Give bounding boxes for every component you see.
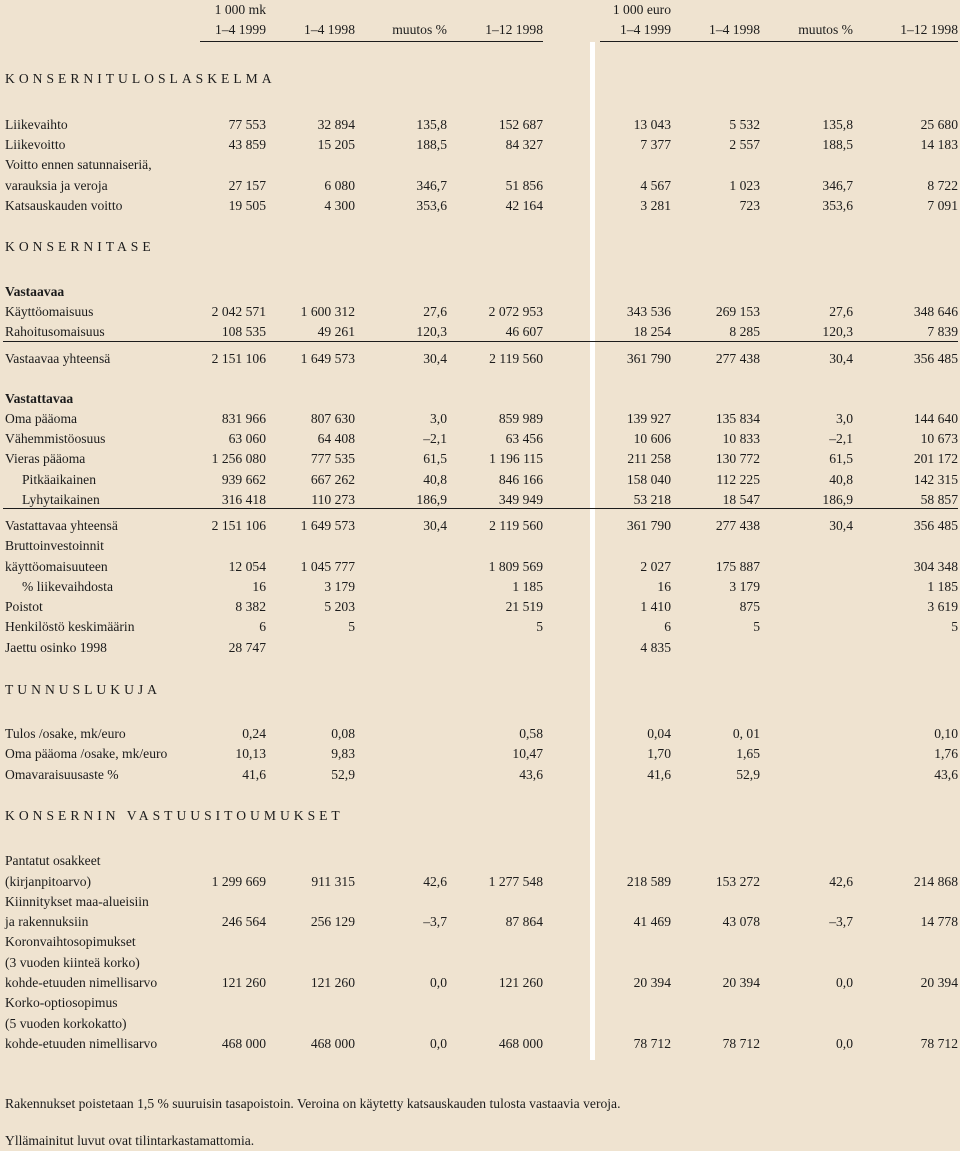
table-cell: 2 151 106 bbox=[211, 518, 266, 533]
table-cell: 2 027 bbox=[640, 559, 671, 574]
table-row bbox=[0, 155, 960, 175]
table-cell: 939 662 bbox=[221, 472, 266, 487]
table-cell: 110 273 bbox=[311, 492, 355, 507]
header-rule-euro bbox=[600, 41, 958, 42]
table-cell: 246 564 bbox=[221, 914, 266, 929]
row-label: Tulos /osake, mk/euro bbox=[5, 726, 126, 741]
table-cell: 3 619 bbox=[927, 599, 958, 614]
table-cell: 18 254 bbox=[633, 324, 671, 339]
table-row bbox=[0, 322, 960, 342]
table-cell: 0,08 bbox=[331, 726, 355, 741]
table-row bbox=[0, 617, 960, 637]
row-label: Pitkäaikainen bbox=[22, 472, 96, 487]
row-label: varauksia ja veroja bbox=[5, 178, 108, 193]
table-cell: 859 989 bbox=[498, 411, 543, 426]
table-cell: 2 119 560 bbox=[489, 351, 543, 366]
col-header: 1–4 1999 bbox=[620, 22, 671, 37]
table-cell: 0,0 bbox=[836, 1036, 853, 1051]
table-cell: 5 bbox=[753, 619, 760, 634]
table-cell: 175 887 bbox=[715, 559, 760, 574]
table-cell: 7 377 bbox=[640, 137, 671, 152]
table-cell: 121 260 bbox=[310, 975, 355, 990]
table-row bbox=[0, 953, 960, 973]
table-cell: 6 080 bbox=[324, 178, 355, 193]
table-cell: 27,6 bbox=[829, 304, 853, 319]
table-row bbox=[0, 892, 960, 912]
table-cell: 152 687 bbox=[498, 117, 543, 132]
table-cell: 201 172 bbox=[913, 451, 958, 466]
table-cell: 130 772 bbox=[715, 451, 760, 466]
table-row bbox=[0, 302, 960, 322]
table-row bbox=[0, 536, 960, 556]
table-cell: 4 567 bbox=[640, 178, 671, 193]
row-label: Liikevoitto bbox=[5, 137, 66, 152]
table-row bbox=[0, 638, 960, 658]
table-cell: 10 833 bbox=[722, 431, 760, 446]
table-cell: –2,1 bbox=[829, 431, 853, 446]
table-cell: 135,8 bbox=[822, 117, 853, 132]
table-cell: 144 640 bbox=[913, 411, 958, 426]
table-cell: 18 547 bbox=[722, 492, 760, 507]
table-cell: 41 469 bbox=[633, 914, 671, 929]
table-cell: 52,9 bbox=[736, 767, 760, 782]
table-row bbox=[0, 135, 960, 155]
table-cell: 58 857 bbox=[920, 492, 958, 507]
table-row bbox=[0, 349, 960, 369]
table-row bbox=[0, 973, 960, 993]
table-cell: 1,70 bbox=[647, 746, 671, 761]
table-cell: 51 856 bbox=[505, 178, 543, 193]
table-cell: 112 225 bbox=[716, 472, 760, 487]
row-label: Vastattavaa yhteensä bbox=[5, 518, 118, 533]
table-row bbox=[0, 176, 960, 196]
table-cell: 84 327 bbox=[505, 137, 543, 152]
table-cell: 346,7 bbox=[822, 178, 853, 193]
table-cell: 53 218 bbox=[633, 492, 671, 507]
table-cell: 120,3 bbox=[822, 324, 853, 339]
table-cell: 807 630 bbox=[310, 411, 355, 426]
table-cell: 211 258 bbox=[627, 451, 671, 466]
table-cell: 19 505 bbox=[228, 198, 266, 213]
table-cell: 41,6 bbox=[242, 767, 266, 782]
row-label: Bruttoinvestoinnit bbox=[5, 538, 104, 553]
table-cell: 16 bbox=[657, 579, 671, 594]
table-cell: 120,3 bbox=[416, 324, 447, 339]
table-cell: 43,6 bbox=[519, 767, 543, 782]
table-cell: 42,6 bbox=[423, 874, 447, 889]
table-cell: 0,04 bbox=[647, 726, 671, 741]
table-cell: 0,0 bbox=[430, 1036, 447, 1051]
table-row bbox=[0, 516, 960, 536]
table-cell: 2 557 bbox=[729, 137, 760, 152]
table-cell: 9,83 bbox=[331, 746, 355, 761]
table-cell: 468 000 bbox=[498, 1036, 543, 1051]
col-header: 1–4 1999 bbox=[215, 22, 266, 37]
row-label: Kiinnitykset maa-alueisiin bbox=[5, 894, 149, 909]
table-cell: 8 382 bbox=[235, 599, 266, 614]
table-cell: 43,6 bbox=[934, 767, 958, 782]
table-cell: 78 712 bbox=[722, 1036, 760, 1051]
row-label: (3 vuoden kiinteä korko) bbox=[5, 955, 140, 970]
table-cell: 0,58 bbox=[519, 726, 543, 741]
table-cell: 77 553 bbox=[228, 117, 266, 132]
table-cell: 5 bbox=[536, 619, 543, 634]
section-title-balance-sheet: KONSERNITASE bbox=[5, 239, 155, 254]
euro-unit-label: 1 000 euro bbox=[612, 2, 671, 17]
table-row bbox=[0, 409, 960, 429]
table-cell: 20 394 bbox=[722, 975, 760, 990]
table-cell: 911 315 bbox=[311, 874, 355, 889]
table-cell: 7 839 bbox=[927, 324, 958, 339]
table-row bbox=[0, 196, 960, 216]
table-cell: 139 927 bbox=[626, 411, 671, 426]
row-label: (5 vuoden korkokatto) bbox=[5, 1016, 127, 1031]
table-row bbox=[0, 557, 960, 577]
col-header: 1–4 1998 bbox=[709, 22, 760, 37]
table-row bbox=[0, 470, 960, 490]
table-cell: 64 408 bbox=[317, 431, 355, 446]
table-cell: 2 042 571 bbox=[211, 304, 266, 319]
table-cell: 1 600 312 bbox=[300, 304, 355, 319]
table-row bbox=[0, 724, 960, 744]
section-title-income-statement: KONSERNITULOSLASKELMA bbox=[5, 71, 276, 86]
table-cell: 269 153 bbox=[715, 304, 760, 319]
table-cell: 135,8 bbox=[416, 117, 447, 132]
row-label: ja rakennuksiin bbox=[5, 914, 89, 929]
table-cell: 61,5 bbox=[829, 451, 853, 466]
row-label: Voitto ennen satunnaiseriä, bbox=[5, 157, 152, 172]
table-cell: 40,8 bbox=[423, 472, 447, 487]
table-cell: 8 285 bbox=[729, 324, 760, 339]
table-cell: 3,0 bbox=[836, 411, 853, 426]
table-cell: 361 790 bbox=[626, 518, 671, 533]
table-cell: 2 119 560 bbox=[489, 518, 543, 533]
table-cell: 218 589 bbox=[626, 874, 671, 889]
table-cell: 361 790 bbox=[626, 351, 671, 366]
row-label: Jaettu osinko 1998 bbox=[5, 640, 107, 655]
table-cell: 108 535 bbox=[221, 324, 266, 339]
table-cell: 13 043 bbox=[633, 117, 671, 132]
row-label: Koronvaihtosopimukset bbox=[5, 934, 136, 949]
table-row bbox=[0, 932, 960, 952]
table-cell: 277 438 bbox=[715, 351, 760, 366]
row-label: Lyhytaikainen bbox=[22, 492, 100, 507]
table-cell: 186,9 bbox=[416, 492, 447, 507]
table-row bbox=[0, 597, 960, 617]
row-label: kohde-etuuden nimellisarvo bbox=[5, 975, 158, 990]
table-cell: 316 418 bbox=[221, 492, 266, 507]
table-cell: 353,6 bbox=[822, 198, 853, 213]
table-row bbox=[0, 449, 960, 469]
table-cell: 20 394 bbox=[920, 975, 958, 990]
column-header-row bbox=[0, 20, 960, 40]
table-cell: 846 166 bbox=[498, 472, 543, 487]
table-cell: 14 183 bbox=[920, 137, 958, 152]
table-cell: 1 649 573 bbox=[300, 518, 355, 533]
table-cell: 6 bbox=[664, 619, 671, 634]
row-label: Pantatut osakkeet bbox=[5, 853, 101, 868]
col-header: 1–12 1998 bbox=[485, 22, 543, 37]
table-cell: 27 157 bbox=[228, 178, 266, 193]
table-cell: 46 607 bbox=[505, 324, 543, 339]
table-cell: 723 bbox=[739, 198, 760, 213]
footnote-depreciation: Rakennukset poistetaan 1,5 % suuruisin tasapoistoin. Veroina on käytetty katsauskauden tulosta vastaavia veroja. bbox=[5, 1096, 621, 1111]
table-cell: 153 272 bbox=[715, 874, 760, 889]
table-row bbox=[0, 115, 960, 135]
table-cell: 831 966 bbox=[221, 411, 266, 426]
table-row bbox=[0, 577, 960, 597]
table-cell: 0,0 bbox=[836, 975, 853, 990]
table-row bbox=[0, 282, 960, 302]
col-header: muutos % bbox=[392, 22, 447, 37]
table-cell: 27,6 bbox=[423, 304, 447, 319]
row-label: kohde-etuuden nimellisarvo bbox=[5, 1036, 158, 1051]
table-row bbox=[0, 1014, 960, 1034]
table-cell: –3,7 bbox=[829, 914, 853, 929]
table-row bbox=[0, 744, 960, 764]
table-row bbox=[0, 490, 960, 510]
table-cell: 121 260 bbox=[221, 975, 266, 990]
row-label: Henkilöstö keskimäärin bbox=[5, 619, 135, 634]
table-cell: 1,76 bbox=[934, 746, 958, 761]
table-cell: 4 835 bbox=[640, 640, 671, 655]
section-title-commitments: KONSERNIN VASTUUSITOUMUKSET bbox=[5, 808, 344, 823]
section-title-key-figures: TUNNUSLUKUJA bbox=[5, 682, 161, 697]
table-cell: 4 300 bbox=[324, 198, 355, 213]
table-cell: 3 179 bbox=[729, 579, 760, 594]
table-cell: 353,6 bbox=[416, 198, 447, 213]
table-cell: 0, 01 bbox=[732, 726, 760, 741]
unit-header-row bbox=[0, 0, 960, 20]
subtotal-rule-assets bbox=[3, 341, 958, 342]
table-cell: 49 261 bbox=[317, 324, 355, 339]
table-cell: 30,4 bbox=[829, 351, 853, 366]
table-cell: 1 185 bbox=[512, 579, 543, 594]
table-cell: 3,0 bbox=[430, 411, 447, 426]
row-label: Vieras pääoma bbox=[5, 451, 86, 466]
table-row bbox=[0, 993, 960, 1013]
table-cell: 875 bbox=[739, 599, 760, 614]
table-row bbox=[0, 429, 960, 449]
table-cell: 14 778 bbox=[920, 914, 958, 929]
table-cell: 0,24 bbox=[242, 726, 266, 741]
table-cell: 32 894 bbox=[317, 117, 355, 132]
table-cell: 5 bbox=[951, 619, 958, 634]
table-cell: 3 179 bbox=[324, 579, 355, 594]
table-cell: 468 000 bbox=[310, 1036, 355, 1051]
table-cell: 468 000 bbox=[221, 1036, 266, 1051]
table-cell: 5 532 bbox=[729, 117, 760, 132]
table-cell: 6 bbox=[259, 619, 266, 634]
mk-unit-label: 1 000 mk bbox=[214, 2, 266, 17]
table-cell: 25 680 bbox=[920, 117, 958, 132]
table-cell: 52,9 bbox=[331, 767, 355, 782]
table-cell: 21 519 bbox=[505, 599, 543, 614]
group-heading: Vastaavaa bbox=[5, 284, 65, 299]
table-cell: 188,5 bbox=[416, 137, 447, 152]
table-cell: 61,5 bbox=[423, 451, 447, 466]
table-cell: 142 315 bbox=[913, 472, 958, 487]
table-cell: 1 410 bbox=[640, 599, 671, 614]
col-header: muutos % bbox=[798, 22, 853, 37]
row-label: käyttöomaisuuteen bbox=[5, 559, 108, 574]
table-row bbox=[0, 851, 960, 871]
table-cell: 28 747 bbox=[228, 640, 266, 655]
row-label: Oma pääoma bbox=[5, 411, 78, 426]
table-cell: 10 673 bbox=[920, 431, 958, 446]
table-row bbox=[0, 872, 960, 892]
table-cell: 5 bbox=[348, 619, 355, 634]
table-cell: 16 bbox=[252, 579, 266, 594]
table-cell: 7 091 bbox=[927, 198, 958, 213]
table-cell: 30,4 bbox=[829, 518, 853, 533]
table-cell: 1 256 080 bbox=[211, 451, 266, 466]
table-cell: 3 281 bbox=[640, 198, 671, 213]
row-label: Käyttöomaisuus bbox=[5, 304, 94, 319]
table-cell: 41,6 bbox=[647, 767, 671, 782]
table-cell: 10,47 bbox=[512, 746, 543, 761]
table-cell: 667 262 bbox=[310, 472, 355, 487]
table-cell: 348 646 bbox=[913, 304, 958, 319]
table-cell: 343 536 bbox=[626, 304, 671, 319]
table-cell: 43 859 bbox=[228, 137, 266, 152]
table-cell: 2 151 106 bbox=[211, 351, 266, 366]
table-cell: 40,8 bbox=[829, 472, 853, 487]
table-cell: 1 299 669 bbox=[211, 874, 266, 889]
table-cell: 186,9 bbox=[822, 492, 853, 507]
table-cell: 346,7 bbox=[416, 178, 447, 193]
table-cell: 20 394 bbox=[633, 975, 671, 990]
table-cell: 10,13 bbox=[235, 746, 266, 761]
table-cell: 8 722 bbox=[927, 178, 958, 193]
table-cell: 78 712 bbox=[920, 1036, 958, 1051]
table-row bbox=[0, 389, 960, 409]
table-cell: 63 060 bbox=[228, 431, 266, 446]
row-label: Vähemmistöosuus bbox=[5, 431, 106, 446]
row-label: (kirjanpitoarvo) bbox=[5, 874, 92, 889]
row-label: Omavaraisuusaste % bbox=[5, 767, 119, 782]
table-cell: 43 078 bbox=[722, 914, 760, 929]
table-cell: 121 260 bbox=[498, 975, 543, 990]
table-cell: 5 203 bbox=[324, 599, 355, 614]
table-cell: 42,6 bbox=[829, 874, 853, 889]
row-label: Liikevaihto bbox=[5, 117, 68, 132]
row-label: Korko-optiosopimus bbox=[5, 995, 118, 1010]
row-label: Poistot bbox=[5, 599, 43, 614]
table-cell: 349 949 bbox=[498, 492, 543, 507]
table-cell: 188,5 bbox=[822, 137, 853, 152]
table-cell: 0,10 bbox=[934, 726, 958, 741]
table-cell: 214 868 bbox=[913, 874, 958, 889]
table-cell: 304 348 bbox=[913, 559, 958, 574]
table-cell: 135 834 bbox=[715, 411, 760, 426]
table-row bbox=[0, 1034, 960, 1054]
table-cell: 1,65 bbox=[736, 746, 760, 761]
table-cell: 1 196 115 bbox=[489, 451, 543, 466]
table-cell: 1 809 569 bbox=[488, 559, 543, 574]
row-label: Oma pääoma /osake, mk/euro bbox=[5, 746, 168, 761]
table-cell: 1 649 573 bbox=[300, 351, 355, 366]
footnote-unaudited: Yllämainitut luvut ovat tilintarkastamattomia. bbox=[5, 1133, 255, 1148]
table-row bbox=[0, 912, 960, 932]
row-label: % liikevaihdosta bbox=[22, 579, 113, 594]
table-cell: 277 438 bbox=[715, 518, 760, 533]
table-cell: –2,1 bbox=[423, 431, 447, 446]
table-cell: 78 712 bbox=[633, 1036, 671, 1051]
table-cell: 12 054 bbox=[228, 559, 266, 574]
col-header: 1–12 1998 bbox=[900, 22, 958, 37]
table-cell: 356 485 bbox=[913, 351, 958, 366]
table-cell: 30,4 bbox=[423, 351, 447, 366]
table-cell: 10 606 bbox=[633, 431, 671, 446]
table-cell: 87 864 bbox=[505, 914, 543, 929]
table-cell: 777 535 bbox=[310, 451, 355, 466]
table-cell: 356 485 bbox=[913, 518, 958, 533]
subtotal-rule-liabilities bbox=[3, 508, 958, 509]
table-cell: 1 045 777 bbox=[300, 559, 355, 574]
header-rule-mk bbox=[200, 41, 543, 42]
group-heading: Vastattavaa bbox=[5, 391, 74, 406]
table-cell: 15 205 bbox=[317, 137, 355, 152]
table-cell: 30,4 bbox=[423, 518, 447, 533]
table-cell: –3,7 bbox=[423, 914, 447, 929]
table-cell: 158 040 bbox=[626, 472, 671, 487]
table-cell: 1 023 bbox=[729, 178, 760, 193]
table-cell: 256 129 bbox=[310, 914, 355, 929]
table-cell: 42 164 bbox=[505, 198, 543, 213]
table-cell: 63 456 bbox=[505, 431, 543, 446]
table-cell: 2 072 953 bbox=[488, 304, 543, 319]
table-cell: 1 277 548 bbox=[488, 874, 543, 889]
table-row bbox=[0, 765, 960, 785]
row-label: Katsauskauden voitto bbox=[5, 198, 123, 213]
col-header: 1–4 1998 bbox=[304, 22, 355, 37]
row-label: Rahoitusomaisuus bbox=[5, 324, 105, 339]
table-cell: 0,0 bbox=[430, 975, 447, 990]
row-label: Vastaavaa yhteensä bbox=[5, 351, 111, 366]
table-cell: 1 185 bbox=[927, 579, 958, 594]
